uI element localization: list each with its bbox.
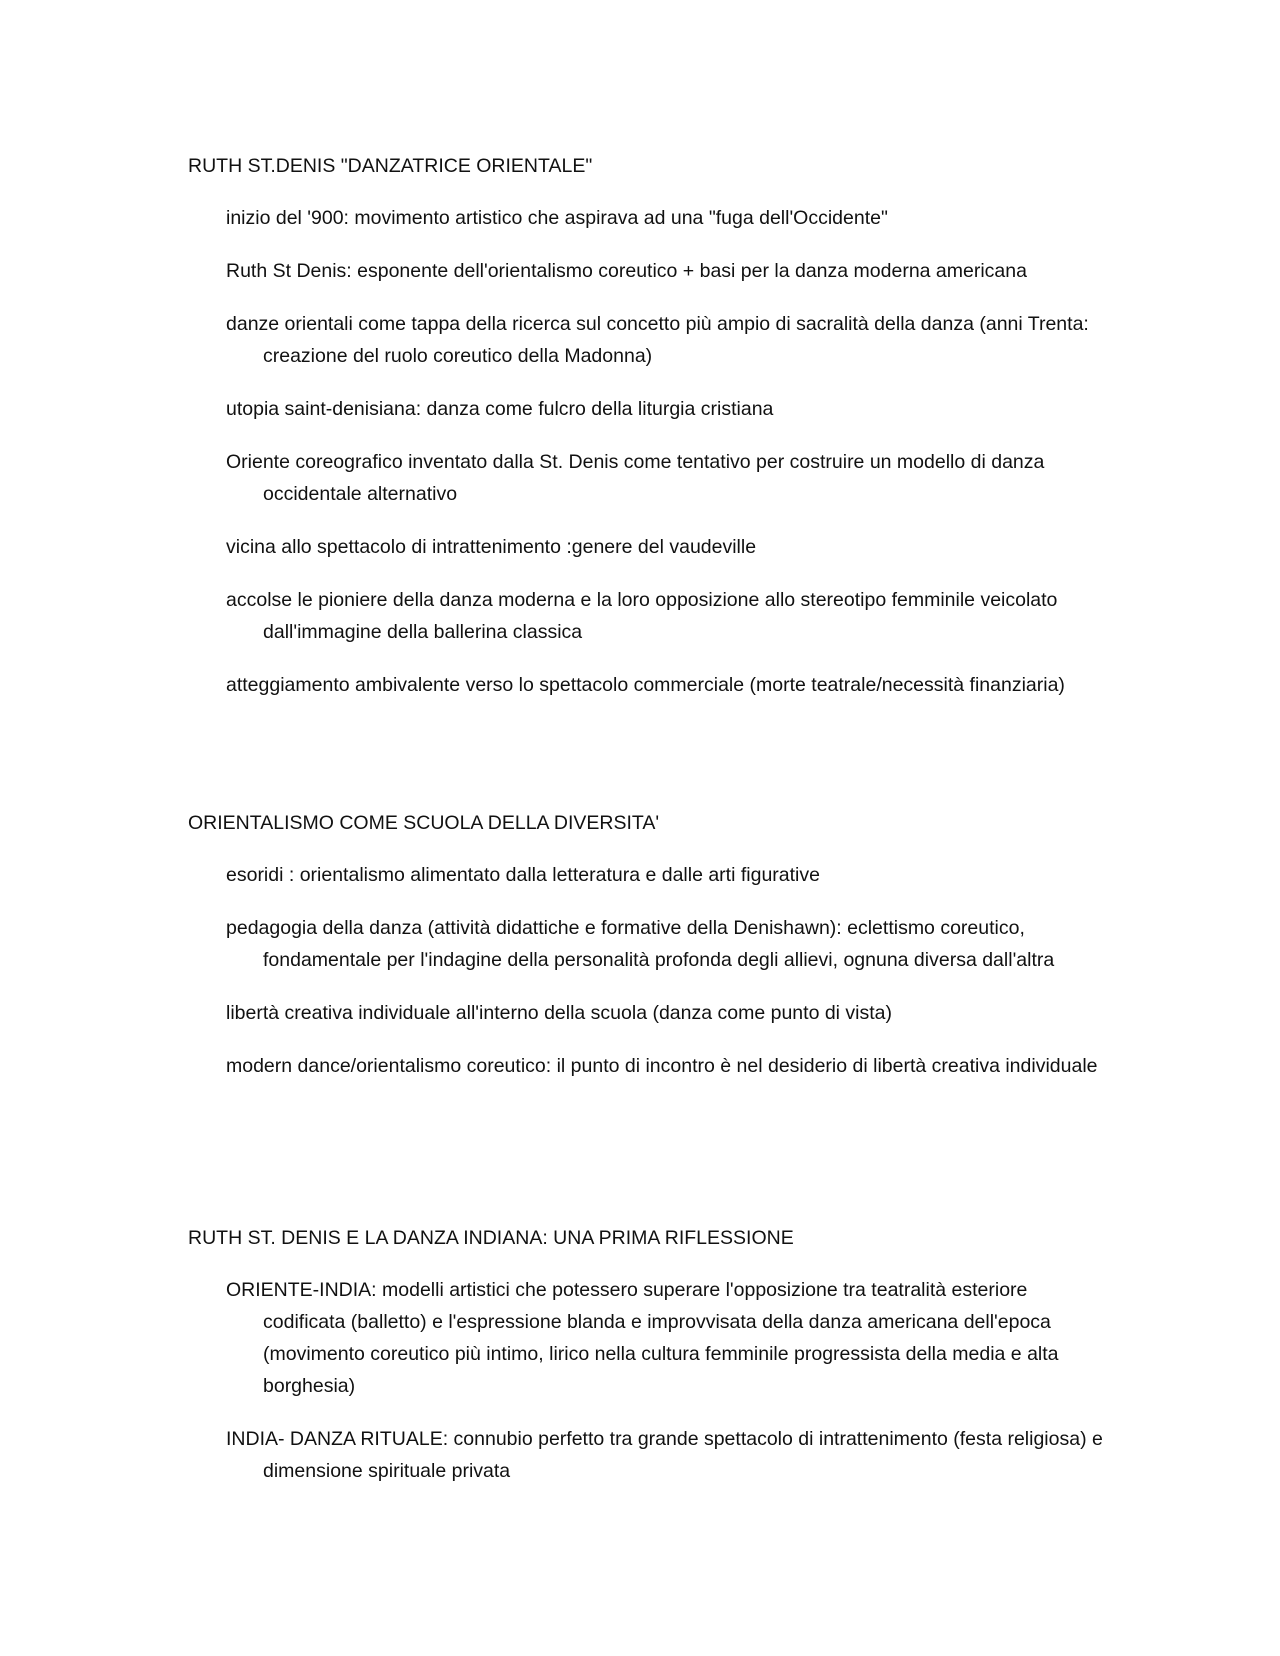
list-item: utopia saint-denisiana: danza come fulcro della liturgia cristiana bbox=[226, 398, 774, 420]
list-item: libertà creativa individuale all'interno della scuola (danza come punto di vista) bbox=[226, 1002, 893, 1024]
list-item: Ruth St Denis: esponente dell'orientalismo coreutico + basi per la danza moderna americana bbox=[226, 260, 1027, 282]
list-item: Oriente coreografico inventato dalla St. Denis come tentativo per costruire un modello di danza occidentale alternativo bbox=[226, 451, 1045, 505]
list-item: modern dance/orientalismo coreutico: il punto di incontro è nel desiderio di libertà creativa individuale bbox=[226, 1055, 1098, 1077]
list-item: esoridi : orientalismo alimentato dalla letteratura e dalle arti figurative bbox=[226, 864, 820, 886]
section-danza-indiana bbox=[188, 1222, 1108, 1508]
section-ruth-st-denis bbox=[188, 150, 1108, 722]
section-item-list bbox=[188, 202, 1108, 701]
list-item: vicina allo spettacolo di intrattenimento :genere del vaudeville bbox=[226, 536, 757, 558]
list-item: pedagogia della danza (attività didattiche e formative della Denishawn): eclettismo coreutico, fondamentale per l'indagine della personalità profonda degli allievi, ognuna diversa dall'altra bbox=[226, 917, 1055, 971]
list-item: INDIA- DANZA RITUALE: connubio perfetto tra grande spettacolo di intrattenimento (festa religiosa) e dimensione spirituale privata bbox=[226, 1428, 1103, 1482]
list-item: accolse le pioniere della danza moderna e la loro opposizione allo stereotipo femminile veicolato dall'immagine della ballerina classica bbox=[226, 589, 1058, 643]
list-item: atteggiamento ambivalente verso lo spettacolo commerciale (morte teatrale/necessità finanziaria) bbox=[226, 674, 1065, 696]
list-item: inizio del '900: movimento artistico che aspirava ad una "fuga dell'Occidente" bbox=[226, 207, 888, 229]
section-item-list bbox=[188, 859, 1108, 1082]
list-item: danze orientali come tappa della ricerca sul concetto più ampio di sacralità della danza (anni Trenta: creazione del ruolo coreutico della Madonna) bbox=[226, 313, 1089, 367]
list-item: ORIENTE-INDIA: modelli artistici che potessero superare l'opposizione tra teatralità esteriore codificata (balletto) e l'espressione blanda e improvvisata della danza americana dell'epoca (movimento coreutico più intimo, lirico nella cultura femminile progressista della media e alta borghesia) bbox=[226, 1279, 1059, 1397]
section-title: RUTH ST.DENIS "DANZATRICE ORIENTALE" bbox=[188, 155, 593, 177]
section-item-list bbox=[188, 1274, 1108, 1487]
section-title: RUTH ST. DENIS E LA DANZA INDIANA: UNA PRIMA RIFLESSIONE bbox=[188, 1227, 794, 1249]
section-title: ORIENTALISMO COME SCUOLA DELLA DIVERSITA' bbox=[188, 812, 660, 834]
section-orientalismo bbox=[188, 807, 1108, 1103]
